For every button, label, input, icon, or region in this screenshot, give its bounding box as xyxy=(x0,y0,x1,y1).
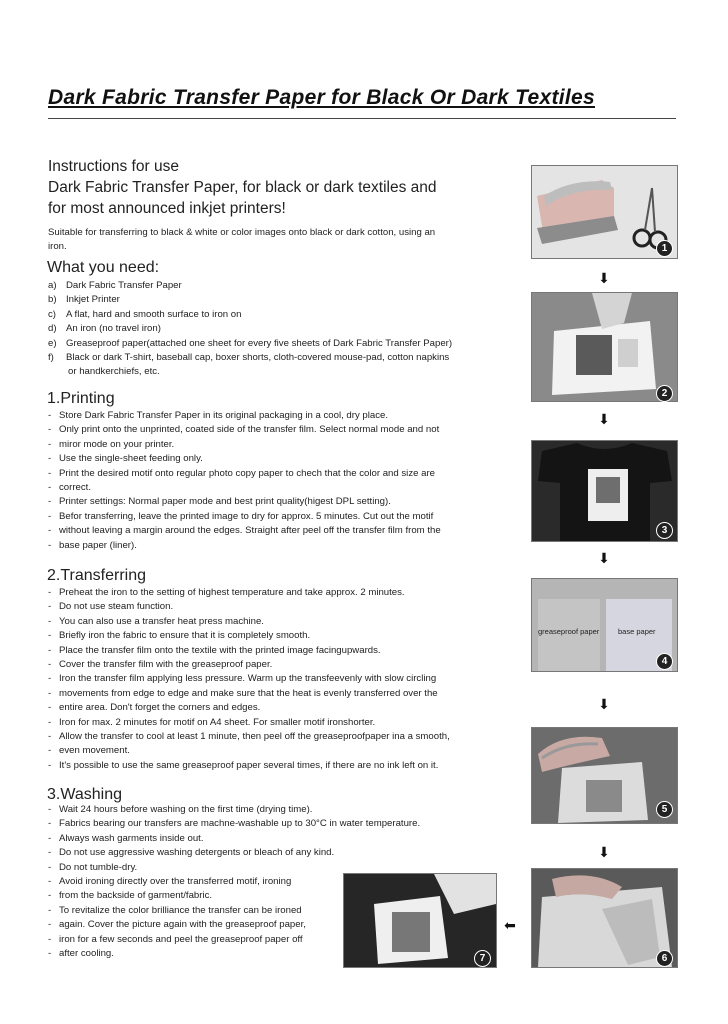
step-number-badge: 6 xyxy=(656,950,673,967)
step-6-photo xyxy=(531,868,678,968)
intro-desc-line2: iron. xyxy=(48,241,67,252)
list-item: - Briefly iron the fabric to ensure that it is completely smooth. xyxy=(48,629,518,643)
list-item-continuation: - again. Cover the picture again with the greaseproof paper, xyxy=(48,918,518,932)
title-underline xyxy=(48,118,676,119)
list-item: - Avoid ironing directly over the transferred motif, ironing xyxy=(48,875,518,889)
list-item: e) Greaseproof paper(attached one sheet for every five sheets of Dark Fabric Transfer Paper) xyxy=(48,337,453,349)
list-item-continuation: - miror mode on your printer. xyxy=(48,438,518,452)
printing-heading: 1.Printing xyxy=(47,390,115,407)
list-item: - Fabrics bearing our transfers are machne-washable up to 30°C in water temperature. xyxy=(48,817,518,831)
list-item: - Printer settings: Normal paper mode and best print quality(higest DPL setting). xyxy=(48,495,518,509)
list-item: - To revitalize the color brilliance the transfer can be ironed xyxy=(48,904,518,918)
step-number-badge: 4 xyxy=(656,653,673,670)
list-item-continuation: - iron for a few seconds and peel the greaseproof paper off xyxy=(48,933,518,947)
list-item: f) Black or dark T-shirt, baseball cap, boxer shorts, cloth-covered mouse-pad, cotton napkins xyxy=(48,352,450,364)
step-number-badge: 2 xyxy=(656,385,673,402)
list-item: - Cover the transfer film with the greaseproof paper. xyxy=(48,658,518,672)
list-item: - Wait 24 hours before washing on the first time (drying time). xyxy=(48,803,518,817)
list-item-continuation: - base paper (liner). xyxy=(48,539,518,553)
list-item: c) A flat, hard and smooth surface to iron on xyxy=(48,308,242,320)
list-item: - Store Dark Fabric Transfer Paper in its original packaging in a cool, dry place. xyxy=(48,409,518,423)
list-item: - Befor transferring, leave the printed image to dry for approx. 5 minutes. Cut out the motif xyxy=(48,510,518,524)
list-item: b) Inkjet Printer xyxy=(48,294,120,306)
iron-on-fabric-illustration xyxy=(532,869,677,967)
arrow-down-icon: ⬇ xyxy=(598,411,610,427)
transferring-heading: 2.Transferring xyxy=(47,567,146,584)
list-item: - Print the desired motif onto regular photo copy paper to chech that the color and size are xyxy=(48,467,518,481)
step-2-photo xyxy=(531,292,678,402)
step-number-badge: 5 xyxy=(656,801,673,818)
list-item-continuation: - after cooling. xyxy=(48,947,518,961)
list-item: - It's possible to use the same greaseproof paper several times, if there are no ink left on it. xyxy=(48,759,518,773)
printed-sheet-illustration xyxy=(532,293,677,401)
iron-and-scissors-illustration xyxy=(532,166,677,258)
greaseproof-label: greaseproof paper xyxy=(538,627,600,636)
printing-list xyxy=(48,409,518,553)
base-paper-label: base paper xyxy=(618,627,656,636)
list-item: a) Dark Fabric Transfer Paper xyxy=(48,280,182,291)
list-item: d) An iron (no travel iron) xyxy=(48,323,161,335)
intro-desc-line1: Suitable for transferring to black & white or color images onto black or dark cotton, using an xyxy=(48,227,436,238)
list-item-continuation: - without leaving a margin around the edges. Straight after peel off the transfer film from the xyxy=(48,524,518,538)
need-heading: What you need: xyxy=(47,259,160,276)
list-item: - Iron the transfer film applying less pressure. Warm up the transfeevenly with slow circling xyxy=(48,672,518,686)
transferring-list xyxy=(48,586,518,773)
list-item-continuation: - entire area. Don't forget the corners and edges. xyxy=(48,701,518,715)
list-item-continuation: - correct. xyxy=(48,481,518,495)
list-item: - Do not tumble-dry. xyxy=(48,861,518,875)
arrow-down-icon: ⬇ xyxy=(598,696,610,712)
list-item: - Only print onto the unprinted, coated side of the transfer film. Select normal mode and not xyxy=(48,423,518,437)
list-item-continuation: - even movement. xyxy=(48,744,518,758)
finished-transfer-illustration xyxy=(344,874,496,967)
intro-heading: Instructions for use xyxy=(48,158,179,175)
list-item: - Iron for max. 2 minutes for motif on A4 sheet. For smaller motif ironshorter. xyxy=(48,716,518,730)
black-tshirt-illustration xyxy=(532,441,677,541)
list-item-continuation: - Always wash garments inside out. xyxy=(48,832,518,846)
arrow-down-icon: ⬇ xyxy=(598,550,610,566)
page-title: Dark Fabric Transfer Paper for Black Or Dark Textiles xyxy=(48,86,595,109)
step-number-badge: 3 xyxy=(656,522,673,539)
step-number-badge: 1 xyxy=(656,240,673,257)
list-item: - Do not use steam function. xyxy=(48,600,518,614)
intro-subtitle-line2: for most announced inkjet printers! xyxy=(48,200,286,217)
list-item: - Allow the transfer to cool at least 1 minute, then peel off the greaseproofpaper ina a smooth, xyxy=(48,730,518,744)
list-item: - You can also use a transfer heat press machine. xyxy=(48,615,518,629)
list-item: - Use the single-sheet feeding only. xyxy=(48,452,518,466)
need-list xyxy=(48,279,528,380)
list-item: - Place the transfer film onto the textile with the printed image facingupwards. xyxy=(48,644,518,658)
arrow-left-icon: ⬅ xyxy=(504,917,516,933)
step-number-badge: 7 xyxy=(474,950,491,967)
list-item: - Preheat the iron to the setting of highest temperature and take approx. 2 minutes. xyxy=(48,586,518,600)
list-item-continuation: - movements from edge to edge and make sure that the heat is evenly transferred over the xyxy=(48,687,518,701)
arrow-down-icon: ⬇ xyxy=(598,270,610,286)
washing-heading: 3.Washing xyxy=(47,786,122,803)
list-item: - Do not use aggressive washing detergents or bleach of any kind. xyxy=(48,846,518,860)
list-item-continuation: - from the backside of garment/fabric. xyxy=(48,889,518,903)
arrow-down-icon: ⬇ xyxy=(598,844,610,860)
list-item-continuation: or handkerchiefs, etc. xyxy=(68,366,160,378)
intro-subtitle-line1: Dark Fabric Transfer Paper, for black or dark textiles and xyxy=(48,179,437,196)
